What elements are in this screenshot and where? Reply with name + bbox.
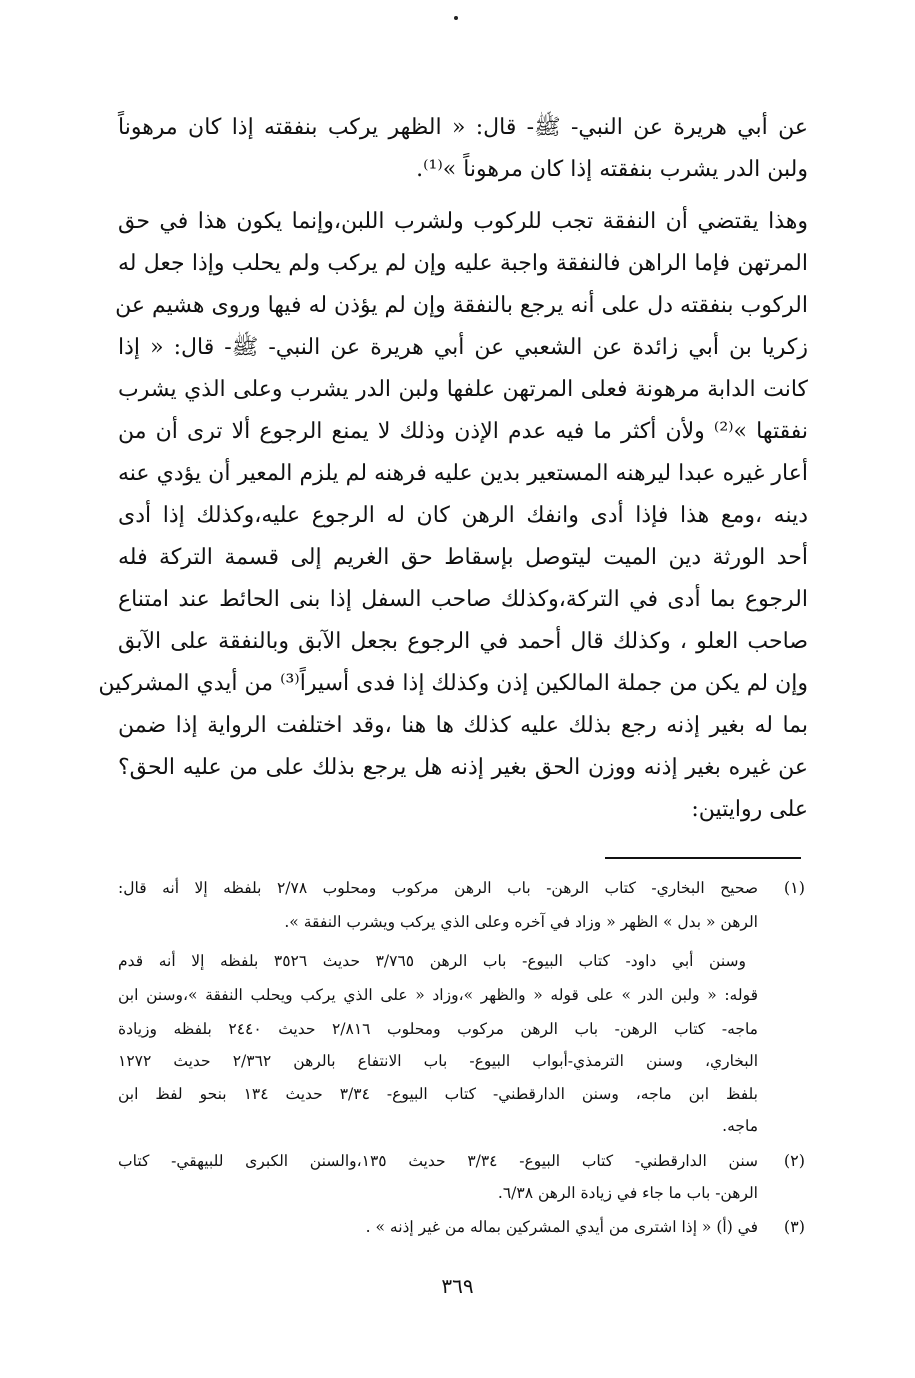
text-line: صاحب العلو ، وكذلك قال أحمد في الرجوع بجعل الآبق وبالنفقة على الآبق	[118, 629, 808, 654]
text-line: المرتهن فإما الراهن فالنفقة واجبة عليه وإن لم يركب ولم يحلب وإذا جعل له	[118, 251, 808, 276]
footnote-separator	[605, 857, 801, 859]
text-line: وهذا يقتضي أن النفقة تجب للركوب ولشرب اللبن،وإنما يكون هذا في حق	[118, 209, 808, 234]
text-line: كانت الدابة مرهونة فعلى المرتهن علفها ولبن الدر يشرب وعلى الذي يشرب	[118, 377, 808, 402]
footnote-line: وسنن أبي داود- كتاب البيوع- باب الرهن ٣/٧٦٥ حديث ٣٥٢٦ بلفظه إلا أنه قدم	[118, 952, 746, 970]
footnote-line: الرهن- باب ما جاء في زيادة الرهن ٦/٣٨.	[497, 1184, 758, 1202]
page-mark-dot	[454, 16, 458, 20]
text-line: عن غيره بغير إذنه ووزن الحق بغير إذنه هل يرجع بذلك على من عليه الحق؟	[118, 755, 808, 780]
text-line: الركوب بنفقته دل على أنه يرجع بالنفقة وإن لم يؤذن له فيها وروى هشيم عن	[115, 293, 808, 318]
text-line: دينه ،ومع هذا فإذا أدى وانفك الرهن كان له الرجوع عليه،وكذلك إذا أدى	[118, 503, 808, 528]
footnote-line: ماجه- كتاب الرهن- باب الرهن مركوب ومحلوب ٢/٨١٦ حديث ٢٤٤٠ بلفظه وزيادة	[118, 1020, 758, 1038]
footnote-line: ماجه.	[722, 1117, 758, 1135]
footnote-line: في (أ) « إذا اشترى من أيدي المشركين بماله من غير إذنه » .	[365, 1218, 758, 1236]
page-number: ٣٦٩	[441, 1274, 474, 1298]
footnote-line: قوله: « ولبن الدر » على قوله « والظهر »،وزاد « على الذي يركب ويحلب النفقة »،وسنن ابن	[118, 986, 758, 1004]
text-line: عن أبي هريرة عن النبي- ﷺ- قال: « الظهر يركب بنفقته إذا كان مرهوناً	[118, 115, 808, 140]
text-line: وإن لم يكن من جملة المالكين إذن وكذلك إذا فدى أسيراً⁽³⁾ من أيدي المشركين	[98, 671, 808, 696]
text-line: أعار غيره عبدا ليرهنه المستعير بدين عليه فرهنه لم يلزم المعير أن يؤدي عنه	[118, 461, 808, 486]
footnote-line: بلفظ ابن ماجه، وسنن الدارقطني- كتاب البيوع- ٣/٣٤ حديث ١٣٤ بنحو لفظ ابن	[118, 1085, 758, 1103]
footnote-line: صحيح البخاري- كتاب الرهن- باب الرهن مركوب ومحلوب ٢/٧٨ بلفظه إلا أنه قال:	[118, 879, 758, 897]
footnote-line: سنن الدارقطني- كتاب البيوع- ٣/٣٤ حديث ١٣٥،والسنن الكبرى للبيهقي- كتاب	[118, 1152, 758, 1170]
footnote-line: البخاري، وسنن الترمذي-أبواب البيوع- باب الانتفاع بالرهن ٢/٣٦٢ حديث ١٢٧٢	[118, 1052, 759, 1070]
footnote-marker: (٣)	[783, 1217, 805, 1236]
text-line: زكريا بن أبي زائدة عن الشعبي عن أبي هريرة عن النبي- ﷺ- قال: « إذا	[118, 335, 808, 360]
text-line: ولبن الدر يشرب بنفقته إذا كان مرهوناً »⁽¹⁾.	[416, 157, 808, 182]
text-line: الرجوع بما أدى في التركة،وكذلك صاحب السفل إذا بنى الحائط عند امتناع	[118, 587, 808, 612]
text-line: نفقتها »⁽²⁾ ولأن أكثر ما فيه عدم الإذن وذلك لا يمنع الرجوع ألا ترى أن من	[118, 419, 808, 444]
text-line: بما له بغير إذنه رجع بذلك عليه كذلك ها هنا ،وقد اختلفت الرواية إذا ضمن	[118, 713, 808, 738]
footnote-line: الرهن « بدل » الظهر « وزاد في آخره وعلى الذي يركب ويشرب النفقة ».	[284, 913, 758, 931]
text-line: على روايتين:	[691, 797, 808, 822]
text-line: أحد الورثة دين الميت ليتوصل بإسقاط حق الغريم إلى قسمة التركة فله	[118, 545, 808, 570]
footnote-marker: (٢)	[783, 1151, 805, 1170]
footnote-marker: (١)	[783, 878, 805, 897]
